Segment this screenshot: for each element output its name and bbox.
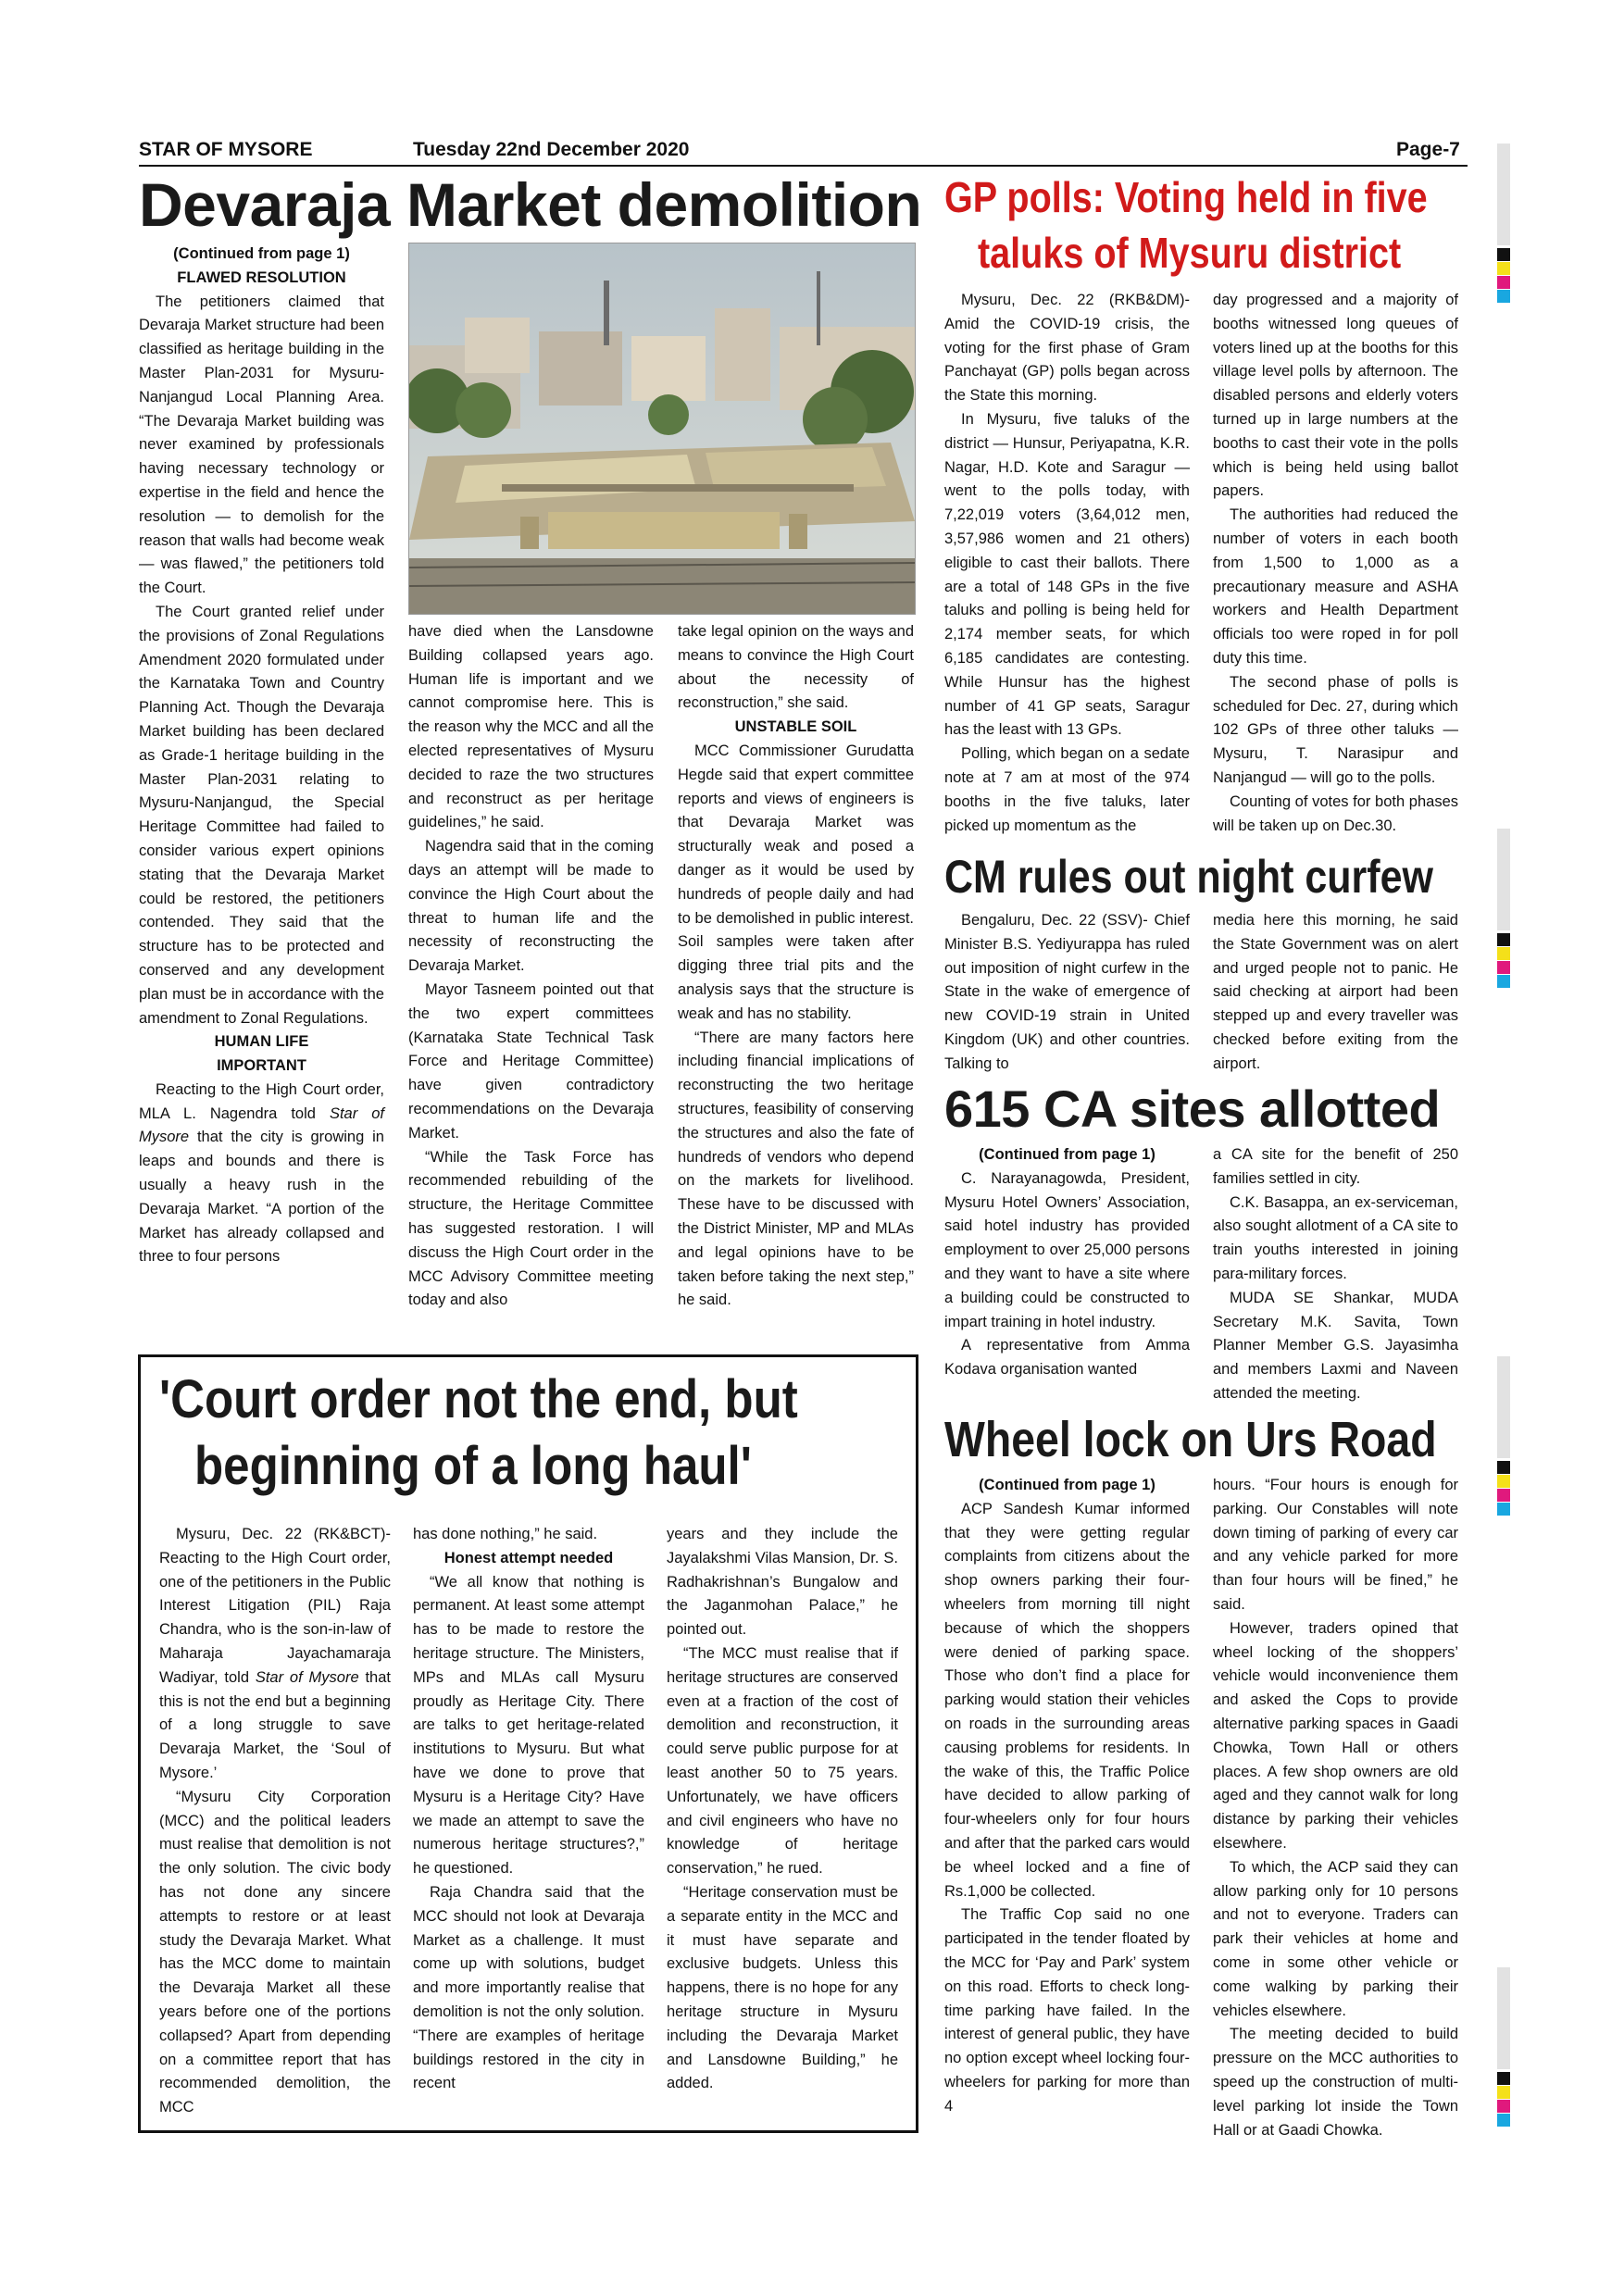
subhead-honest-attempt: Honest attempt needed — [443, 1549, 614, 1566]
paragraph: The Court granted relief under the provisions of Zonal Regulations Amendment 2020 formulated under the Karnataka Town and Country Planning Act. Though the Devaraja Market building has been declared as Grade-1 heritage building in the Master Plan-2031 relating to Mysuru-Nanjangud, the Special Heritage Committee had failed to consider various expert opinions stating that the Devaraja Market could be restored, the petitioners contended. They said that the structure has to be protected and conserved and any development plan must be in accordance with the amendment to Zonal Regulations. — [139, 603, 384, 1027]
court-headline-line1: 'Court order not the end, but — [159, 1369, 798, 1429]
devaraja-column-3 — [678, 620, 914, 1313]
paragraph: “We all know that nothing is permanent. At least some attempt has to be made to restore the heritage structure. The Ministers, MPs and MLAs call Mysuru proudly as Heritage City. There are talks to get heritage-related institutions to Mysuru. But what have we done to prove that Mysuru is a Heritage City? Have we made an attempt to save the numerous heritage structures?,” he questioned. — [413, 1573, 644, 1878]
paragraph: Counting of votes for both phases will be taken up on Dec.30. — [1213, 792, 1458, 834]
registration-magenta — [1497, 961, 1510, 974]
court-column-1 — [159, 1523, 391, 2120]
registration-cyan — [1497, 2114, 1510, 2127]
paragraph: In Mysuru, five taluks of the district — Hunsur, Periyapatna, K.R. Nagar, H.D. Kote and Saragur — went to the polls today, with 7,22,019 voters (3,64,012 men, 3,57,986 women and 21 others) eligible to cast their ballots. There are a total of 148 GPs in the five taluks and polling is being held for 2,174 member seats, for which 6,185 candidates are contesting. While Hunsur has the highest number of 41 GP seats, Saragur has the least with 13 GPs. — [944, 410, 1190, 739]
cm-column-1 — [944, 909, 1190, 1077]
devaraja-column-1 — [139, 243, 384, 1269]
subhead-flawed-resolution: FLAWED RESOLUTION — [177, 268, 346, 286]
registration-magenta — [1497, 2100, 1510, 2113]
registration-yellow — [1497, 262, 1510, 275]
court-column-2 — [413, 1523, 644, 2096]
gp-headline-line1: GP polls: Voting held in five — [944, 173, 1428, 221]
paragraph: The Traffic Cop said no one participated in the tender floated by the MCC for ‘Pay and Park’ system on this road. Efforts to check long-time parking have failed. In the interest of general public, they have no option except wheel locking four-wheelers for parking for more than 4 — [944, 1906, 1190, 2115]
cm-column-2 — [1213, 909, 1458, 1077]
registration-black — [1497, 1461, 1510, 1474]
registration-bar — [1497, 144, 1510, 245]
registration-bar — [1497, 1967, 1510, 2069]
paragraph: A representative from Amma Kodava organisation wanted — [944, 1337, 1190, 1379]
paragraph: MCC Commissioner Gurudatta Hegde said that expert committee reports and views of engineers is that Devaraja Market was structurally weak and posed a danger as it would be used by hundreds of people daily and had to be demolished in public interest. Soil samples were taken after digging three trial pits and the analysis says that the structure is weak and has no stability. — [678, 742, 914, 1022]
devaraja-headline: Devaraja Market demolition — [139, 170, 922, 239]
paragraph: media here this morning, he said the State Government was on alert and urged people not to panic. He said checking at airport had been stepped up and every traveller was checked before exiting from the airport. — [1213, 912, 1458, 1072]
subhead-unstable-soil: UNSTABLE SOIL — [734, 718, 857, 736]
registration-cyan — [1497, 1503, 1510, 1516]
paragraph: day progressed and a majority of booths witnessed long queues of voters lined up at the booths for this village level polls by afternoon. The disabled persons and elderly voters turned up in large numbers at the booths to cast their vote in the polls which is being held using ballot papers. — [1213, 292, 1458, 500]
paragraph: Mysuru, Dec. 22 (RK&BCT)- Reacting to the High Court order, one of the petitioners in the Public Interest Litigation (PIL) Raja Chandra, who is the son-in-law of Maharaja Jayachamaraja Wadiyar, told Star of Mysore that this is not the end but a beginning of a long struggle to save Devaraja Market, the ‘Soul of Mysore.’ — [159, 1526, 391, 1781]
registration-bar — [1497, 829, 1510, 930]
paragraph: “Heritage conservation must be a separate entity in the MCC and it must have separate and exclusive budgets. Unless this happens, there is no hope for any heritage structure in Mysuru including the Devaraja Market and Lansdowne Building,” he added. — [667, 1883, 898, 2092]
ca-headline: 615 CA sites allotted — [944, 1079, 1441, 1138]
paragraph: “There are many factors here including financial implications of reconstructing the two heritage structures, feasibility of conserving the structures and also the fate of hundreds of vendors who depend on the markets for livelihood. These have to be discussed with the District Minister, MP and MLAs and legal opinions have to be taken before taking the next step,” he said. — [678, 1029, 914, 1309]
gp-headline-line2: taluks of Mysuru district — [978, 229, 1402, 277]
paragraph: C. Narayanagowda, President, Mysuru Hotel Owners’ Association, said hotel industry has provided employment to over 25,000 persons and they want to have a site where a building could be constructed to impart training in hotel industry. — [944, 1169, 1190, 1330]
registration-black — [1497, 248, 1510, 261]
registration-magenta — [1497, 1489, 1510, 1502]
paragraph: “Mysuru City Corporation (MCC) and the political leaders must realise that demolition is not the only solution. The civic body has not done any sincere attempts to restore or at least study the Devaraja Market. What has the MCC dome to maintain the Devaraja Market all these years before one of the portions collapsed? Apart from depending on a committee report that has recommended demolition, the MCC — [159, 1788, 391, 2116]
photo-illustration — [409, 243, 915, 614]
page-number: Page-7 — [1396, 139, 1460, 160]
paragraph: “The MCC must realise that if heritage structures are conserved even at a fraction of the cost of demolition and reconstruction, it could serve public purpose for at least another 50 to 75 years. Unfortunately, we have officers and civil engineers who have no knowledge of heritage conservation,” he rued. — [667, 1644, 898, 1878]
wheel-headline: Wheel lock on Urs Road — [944, 1412, 1437, 1467]
court-column-3 — [667, 1523, 898, 2096]
paragraph: Polling, which began on a sedate note at 7 am at most of the 974 booths in the five taluks, later picked up momentum as the — [944, 745, 1190, 834]
paragraph: take legal opinion on the ways and means to convince the High Court about the necessity of reconstruction,” she said. — [678, 623, 914, 712]
ca-column-2 — [1213, 1143, 1458, 1406]
paragraph: Bengaluru, Dec. 22 (SSV)- Chief Minister B.S. Yediyurappa has ruled out imposition of night curfew in the State in the wake of emergence of new COVID-19 strain in United Kingdom (UK) and other countries. Talking to — [944, 912, 1190, 1072]
paragraph: Mayor Tasneem pointed out that the two expert committees (Karnataka State Technical Task Force and Heritage Committee) have given contradictory recommendations on the Devaraja Market. — [408, 980, 654, 1142]
ca-column-1 — [944, 1143, 1190, 1382]
paragraph: hours. “Four hours is enough for parking. Our Constables will note down timing of parking of every car and any vehicle parked for more than four hours will be fined,” he said. — [1213, 1477, 1458, 1613]
continued-note: (Continued from page 1) — [979, 1477, 1156, 1493]
wheel-column-2 — [1213, 1474, 1458, 2142]
paragraph: However, traders opined that wheel locking of the shoppers’ vehicle would inconvenience them and asked the Cops to provide alternative parking spaces in Gaadi Chowka, Town Hall or others places. A few shop owners are old aged and they cannot walk for long distance by parking their vehicles elsewhere. — [1213, 1619, 1458, 1852]
paragraph: a CA site for the benefit of 250 families settled in city. — [1213, 1146, 1458, 1187]
wheel-column-1 — [944, 1474, 1190, 2119]
paragraph: To which, the ACP said they can allow parking only for 10 persons and not to everyone. Traders can park their vehicles at home and come in some other vehicle or come walking by parking their vehicles elsewhere. — [1213, 1858, 1458, 2019]
gp-column-2 — [1213, 289, 1458, 838]
subhead-human-life: HUMAN LIFE — [214, 1033, 309, 1051]
paragraph: MUDA SE Shankar, MUDA Secretary M.K. Savita, Town Planner Member G.S. Jayasimha and members Laxmi and Naveen attended the meeting. — [1213, 1289, 1458, 1402]
registration-cyan — [1497, 975, 1510, 988]
cm-headline: CM rules out night curfew — [944, 851, 1433, 903]
paragraph: C.K. Basappa, an ex-serviceman, also sought allotment of a CA site to train youths interested in joining para-military forces. — [1213, 1193, 1458, 1282]
paragraph: ACP Sandesh Kumar informed that they were getting regular complaints from citizens about the shop owners parking their four-wheelers from morning till night because of which the shoppers were denied of parking space. Those who don’t find a place for parking would station their vehicles on roads in the surrounding areas causing problems for residents. In the wake of this, the Traffic Police have decided to allow parking of four-wheelers only for four hours and after that the parked cars would be wheel locked and a fine of Rs.1,000 be collected. — [944, 1500, 1190, 1900]
paragraph: “While the Task Force has recommended rebuilding of the structure, the Heritage Committee has suggested restoration. I will discuss the High Court order in the MCC Advisory Committee meeting today and also — [408, 1148, 654, 1309]
paragraph: Nagendra said that in the coming days an attempt will be made to convince the High Court about the threat to human life and the necessity of reconstructing the Devaraja Market. — [408, 838, 654, 975]
registration-yellow — [1497, 947, 1510, 960]
paragraph: Mysuru, Dec. 22 (RKB&DM)- Amid the COVID-19 crisis, the voting for the first phase of Gram Panchayat (GP) polls began across the State this morning. — [944, 292, 1190, 405]
paragraph: The meeting decided to build pressure on the MCC authorities to speed up the construction of multi-level parking lot inside the Town Hall or at Gaadi Chowka. — [1213, 2026, 1458, 2139]
paragraph: Raja Chandra said that the MCC should not look at Devaraja Market as a challenge. It must come up with solutions, budget and more importantly realise that demolition is not the only solution. “There are examples of heritage buildings restored in the city in recent — [413, 1883, 644, 2092]
court-headline-line2: beginning of a long haul' — [194, 1436, 752, 1496]
paragraph: The petitioners claimed that Devaraja Market structure had been classified as heritage building in the Master Plan-2031 for Mysuru-Nanjangud Local Planning Area. “The Devaraja Market building was never examined by professionals having necessary technology or expertise in the field and hence the resolution — to demolish for the reason that walls had become weak — was flawed,” the petitioners told the Court. — [139, 293, 384, 597]
registration-yellow — [1497, 2086, 1510, 2099]
issue-date: Tuesday 22nd December 2020 — [413, 139, 690, 160]
masthead: STAR OF MYSORE — [139, 139, 313, 160]
paragraph: has done nothing,” he said. — [413, 1526, 598, 1542]
paragraph: Reacting to the High Court order, MLA L. Nagendra told Star of Mysore that the city is growing in leaps and bounds and there is usually a heavy rush in the Devaraja Market. “A portion of the Market has already collapsed and three to four persons — [139, 1080, 384, 1266]
continued-note: (Continued from page 1) — [173, 245, 350, 262]
gp-column-1 — [944, 289, 1190, 838]
subhead-important: IMPORTANT — [217, 1057, 306, 1075]
registration-black — [1497, 2072, 1510, 2085]
registration-magenta — [1497, 276, 1510, 289]
registration-black — [1497, 933, 1510, 946]
continued-note: (Continued from page 1) — [979, 1146, 1156, 1163]
registration-yellow — [1497, 1475, 1510, 1488]
devaraja-market-photo — [408, 243, 916, 615]
paragraph: The second phase of polls is scheduled for Dec. 27, during which 102 GPs of three other taluks — Mysuru, T. Narasipur and Nanjangud — will go to the polls. — [1213, 673, 1458, 786]
paragraph: have died when the Lansdowne Building collapsed years ago. Human life is important and we cannot compromise here. This is the reason why the MCC and all the elected representatives of Mysuru decided to raze the two structures and reconstruct as per heritage guidelines,” he said. — [408, 623, 654, 831]
paragraph: years and they include the Jayalakshmi Vilas Mansion, Dr. S. Radhakrishnan’s Bungalow and the Jaganmohan Palace,” he pointed out. — [667, 1526, 898, 1639]
paragraph: The authorities had reduced the number of voters in each booth from 1,500 to 1,000 as a precautionary measure and ASHA workers and Health Department officials too were roped in for poll duty this time. — [1213, 506, 1458, 667]
devaraja-column-2 — [408, 620, 654, 1313]
registration-bar — [1497, 1356, 1510, 1458]
header-rule — [139, 165, 1468, 167]
registration-cyan — [1497, 290, 1510, 303]
